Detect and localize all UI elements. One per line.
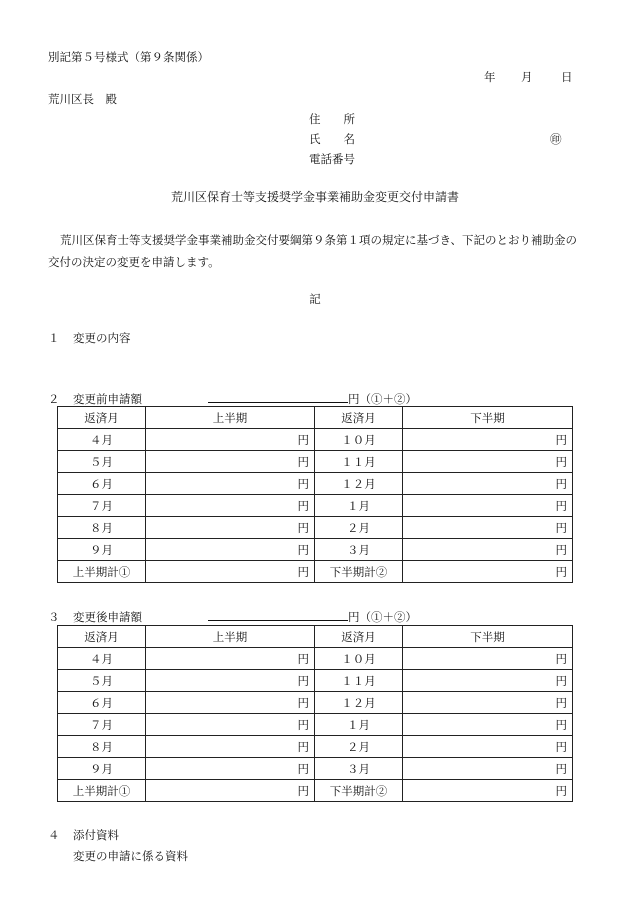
month-cell: １月 (315, 714, 403, 736)
amount-cell[interactable]: 円 (403, 648, 573, 670)
column-header: 返済月 (58, 407, 146, 429)
month-cell: ７月 (58, 495, 146, 517)
amount-cell[interactable]: 円 (403, 561, 573, 583)
month-cell: ８月 (58, 517, 146, 539)
month-cell: １２月 (315, 692, 403, 714)
table-row (58, 758, 573, 780)
amount-cell[interactable]: 円 (146, 561, 315, 583)
amount-cell[interactable]: 円 (403, 539, 573, 561)
month-cell: ２月 (315, 517, 403, 539)
table-row (58, 517, 573, 539)
amount-cell[interactable]: 円 (403, 670, 573, 692)
month-cell: 上半期計① (58, 780, 146, 802)
amount-cell[interactable]: 円 (403, 429, 573, 451)
amount-cell[interactable]: 円 (403, 451, 573, 473)
formula: （①＋②） (359, 610, 417, 624)
amount-cell[interactable]: 円 (146, 495, 315, 517)
month-cell: １１月 (315, 670, 403, 692)
date-day-label: 日 (561, 70, 573, 84)
table-row (58, 780, 573, 802)
month-cell: 上半期計① (58, 561, 146, 583)
month-cell: ５月 (58, 451, 146, 473)
column-header: 返済月 (315, 407, 403, 429)
amount-cell[interactable]: 円 (146, 517, 315, 539)
amount-cell[interactable]: 円 (146, 780, 315, 802)
amount-cell[interactable]: 円 (403, 692, 573, 714)
section-1-heading (48, 330, 131, 346)
phone-label: 電話番号 (309, 152, 355, 166)
month-cell: １２月 (315, 473, 403, 495)
section-label: 変更後申請額 (73, 610, 142, 624)
column-header: 返済月 (315, 626, 403, 648)
document-title: 荒川区保育士等支援奨学金事業補助金変更交付申請書 (170, 190, 459, 204)
table-row (58, 451, 573, 473)
column-header: 上半期 (146, 407, 315, 429)
addressee: 荒川区長 殿 (48, 92, 117, 106)
table-row (58, 539, 573, 561)
amount-cell[interactable]: 円 (146, 670, 315, 692)
table-row (58, 495, 573, 517)
month-cell: ４月 (58, 429, 146, 451)
amount-cell[interactable]: 円 (146, 714, 315, 736)
amount-cell[interactable]: 円 (146, 648, 315, 670)
amount-blank (208, 608, 348, 621)
amount-cell[interactable]: 円 (403, 517, 573, 539)
month-cell: ２月 (315, 736, 403, 758)
section-number: １ (48, 331, 60, 345)
month-cell: ７月 (58, 714, 146, 736)
month-cell: ８月 (58, 736, 146, 758)
month-cell: １０月 (315, 648, 403, 670)
amount-cell[interactable]: 円 (403, 714, 573, 736)
amount-cell[interactable]: 円 (146, 539, 315, 561)
section-number: ２ (48, 392, 60, 406)
ki-heading: 記 (309, 292, 321, 306)
amount-cell[interactable]: 円 (146, 692, 315, 714)
month-cell: ９月 (58, 539, 146, 561)
month-cell: １０月 (315, 429, 403, 451)
table-row (58, 736, 573, 758)
month-cell: ９月 (58, 758, 146, 780)
section-label: 変更の内容 (73, 331, 131, 345)
section-3-heading (48, 608, 417, 625)
column-header: 上半期 (146, 626, 315, 648)
table-row (58, 473, 573, 495)
amount-cell[interactable]: 円 (146, 758, 315, 780)
month-cell: １月 (315, 495, 403, 517)
amount-cell[interactable]: 円 (403, 736, 573, 758)
seal-mark: ㊞ (550, 132, 562, 146)
table-row (58, 714, 573, 736)
table-row (58, 648, 573, 670)
month-cell: ３月 (315, 539, 403, 561)
section-label: 添付資料 (73, 828, 119, 842)
column-header: 下半期 (403, 407, 573, 429)
table-row (58, 692, 573, 714)
amount-blank (208, 390, 348, 403)
column-header: 返済月 (58, 626, 146, 648)
month-cell: 下半期計② (315, 780, 403, 802)
amount-cell[interactable]: 円 (403, 473, 573, 495)
table-row (58, 429, 573, 451)
amount-cell[interactable]: 円 (146, 736, 315, 758)
month-cell: ４月 (58, 648, 146, 670)
month-cell: ６月 (58, 473, 146, 495)
month-cell: ６月 (58, 692, 146, 714)
month-cell: 下半期計② (315, 561, 403, 583)
month-cell: ３月 (315, 758, 403, 780)
attachment-item: 変更の申請に係る資料 (73, 849, 188, 863)
table-row (58, 670, 573, 692)
table-header-row (58, 407, 573, 429)
month-cell: １１月 (315, 451, 403, 473)
yen-unit: 円 (348, 392, 360, 406)
section-number: ３ (48, 610, 60, 624)
body-text: 荒川区保育士等支援奨学金事業補助金交付要綱第９条第１項の規定に基づき、下記のとおり補助金の交付の決定の変更を申請します。 (48, 233, 578, 269)
yen-unit: 円 (348, 610, 360, 624)
section-2-heading (48, 390, 417, 407)
table-row (58, 561, 573, 583)
amount-cell[interactable]: 円 (403, 495, 573, 517)
form-number: 別記第５号様式（第９条関係） (48, 50, 209, 64)
table-header-row (58, 626, 573, 648)
amount-cell[interactable]: 円 (146, 429, 315, 451)
date-year-label: 年 (484, 70, 496, 84)
date-month-label: 月 (521, 70, 533, 84)
section-label: 変更前申請額 (73, 392, 142, 406)
amount-cell[interactable]: 円 (403, 780, 573, 802)
before-amount-table (57, 406, 573, 583)
name-label: 氏 名 (309, 132, 355, 146)
amount-cell[interactable]: 円 (146, 451, 315, 473)
month-cell: ５月 (58, 670, 146, 692)
section-4-heading (48, 827, 119, 843)
amount-cell[interactable]: 円 (403, 758, 573, 780)
address-label: 住 所 (309, 112, 355, 126)
section-number: ４ (48, 828, 60, 842)
formula: （①＋②） (359, 392, 417, 406)
amount-cell[interactable]: 円 (146, 473, 315, 495)
after-amount-table (57, 625, 573, 802)
column-header: 下半期 (403, 626, 573, 648)
